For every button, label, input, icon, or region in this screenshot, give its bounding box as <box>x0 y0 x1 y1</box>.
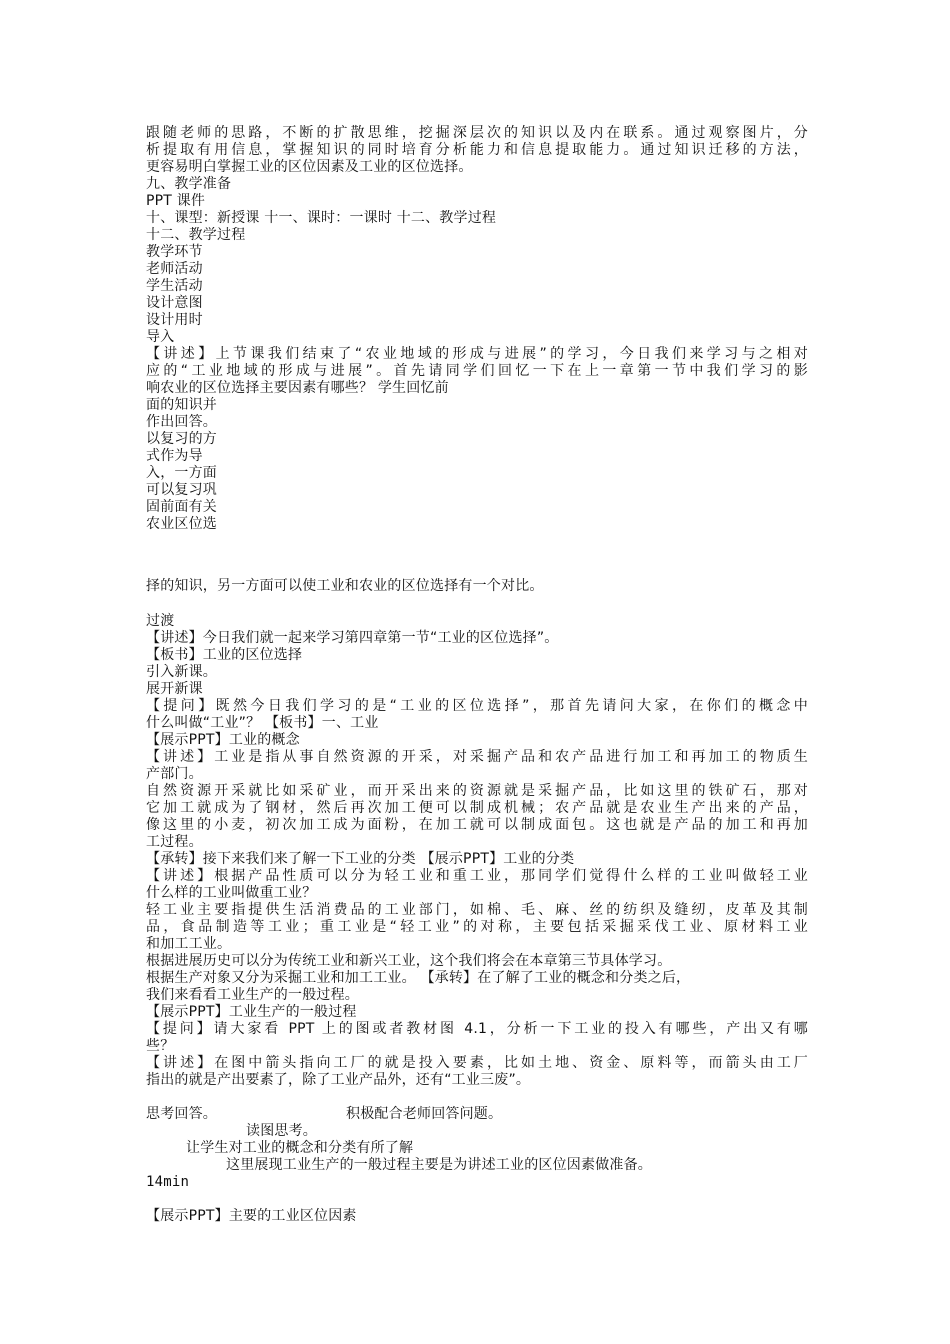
text-line: 择的知识，另一方面可以使工业和农业的区位选择有一个对比。 <box>146 578 544 594</box>
text-line: 更容易明白掌握工业的区位因素及工业的区位选择。 <box>146 159 473 175</box>
text-line: 【展示PPT】工业生产的一般过程 <box>146 1004 357 1020</box>
text-line: 析提取有用信息，掌握知识的同时培育分析能力和信息提取能力。通过知识迁移的方法， <box>146 142 808 158</box>
text-line: 【板书】工业的区位选择 <box>146 647 303 663</box>
text-line: 应的“工业地域的形成与进展”。首先请同学们回忆一下在上一章第一节中我们学习的影 <box>146 363 808 379</box>
design-intent-text: 这里展现工业生产的一般过程主要是为讲述工业的区位因素做准备。 <box>226 1157 652 1173</box>
text-line: 跟随老师的思路，不断的扩散思维，挖掘深层次的知识以及内在联系。通过观察图片，分 <box>146 125 808 141</box>
text-line: 响农业的区位选择主要因素有哪些？ 学生回忆前 <box>146 380 449 396</box>
text-line: 【讲述】今日我们就一起来学习第四章第一节“工业的区位选择”。 <box>146 630 559 646</box>
text-line: 品，食品制造等工业；重工业是“轻工业”的对称，主要包括采掘采伐工业、原材料工业 <box>146 919 808 935</box>
text-line: 指出的就是产出要素了，除了工业产品外，还有“工业三废”。 <box>146 1072 531 1088</box>
table-header-cell: 教学环节 <box>146 244 203 260</box>
table-header-cell: 老师活动 <box>146 261 203 277</box>
section-heading: 九、教学准备 <box>146 176 232 192</box>
student-activity-text: 积极配合老师回答问题。 <box>346 1106 503 1122</box>
text-line: 【提问】既然今日我们学习的是“工业的区位选择”，那首先请问大家，在你们的概念中 <box>146 698 808 714</box>
text-line: 什么叫做“工业”？ 【板书】一、工业 <box>146 715 379 731</box>
text-line: 根据生产对象又分为采掘工业和加工工业。 【承转】在了解了工业的概念和分类之后， <box>146 970 691 986</box>
time-text: 14min <box>146 1174 190 1190</box>
text-line: 什么样的工业叫做重工业？ <box>146 885 317 901</box>
text-line: PPT 课件 <box>146 193 206 209</box>
text-line: 轻工业主要指提供生活消费品的工业部门，如棉、毛、麻、丝的纺织及缝纫，皮革及其制 <box>146 902 808 918</box>
text-line: 和加工工业。 <box>146 936 232 952</box>
text-line: 自然资源开采就比如采矿业，而开采出来的资源就是采掘产品，比如这里的铁矿石，那对 <box>146 783 808 799</box>
text-line: 【讲述】根据产品性质可以分为轻工业和重工业，那同学们觉得什么样的工业叫做轻工业 <box>146 868 808 884</box>
table-header-cell: 设计意图 <box>146 295 203 311</box>
text-line: 像这里的小麦，初次加工成为面粉，在加工就可以制成面包。这也就是产品的加工和再加 <box>146 817 808 833</box>
text-line: 【讲述】上节课我们结束了“农业地域的形成与进展”的学习，今日我们来学习与之相对 <box>146 346 808 362</box>
text-line: 引入新课。 <box>146 664 217 680</box>
text-line: 【讲述】工业是指从事自然资源的开采，对采掘产品和农产品进行加工和再加工的物质生 <box>146 749 808 765</box>
text-line: 根据进展历史可以分为传统工业和新兴工业，这个我们将会在本章第三节具体学习。 <box>146 953 672 969</box>
table-header-cell: 设计用时 <box>146 312 203 328</box>
text-line: 我们来看看工业生产的一般过程。 <box>146 987 359 1003</box>
text-line: 工过程。 <box>146 834 203 850</box>
text-line: 过渡 <box>146 613 175 629</box>
text-line: 些？ <box>146 1038 175 1054</box>
text-line: 它加工就成为了钢材，然后再次加工便可以制成机械；农产品就是农业生产出来的产品， <box>146 800 808 816</box>
text-line: 式作为导 <box>146 448 203 464</box>
text-line: 【展示PPT】工业的概念 <box>146 732 300 748</box>
text-line: 固前面有关 <box>146 499 217 515</box>
design-intent-text: 让学生对工业的概念和分类有所了解 <box>186 1140 414 1156</box>
text-line: 入，一方面 <box>146 465 217 481</box>
text-line: 作出回答。 <box>146 414 217 430</box>
text-line: 展开新课 <box>146 681 203 697</box>
text-line: 【讲述】在图中箭头指向工厂的就是投入要素，比如土地、资金、原料等，而箭头由工厂 <box>146 1055 808 1071</box>
text-line: 农业区位选 <box>146 516 217 532</box>
section-heading: 十二、教学过程 <box>146 227 246 243</box>
text-line: 以复习的方 <box>146 431 217 447</box>
text-line: 【承转】接下来我们来了解一下工业的分类 【展示PPT】工业的分类 <box>146 851 575 867</box>
student-activity-text: 思考回答。 <box>146 1106 217 1122</box>
text-line: 产部门。 <box>146 766 203 782</box>
text-line: 【展示PPT】主要的工业区位因素 <box>146 1208 357 1224</box>
text-line: 导入 <box>146 329 175 345</box>
student-activity-text: 读图思考。 <box>246 1123 317 1139</box>
text-line: 面的知识并 <box>146 397 217 413</box>
text-line: 可以复习巩 <box>146 482 217 498</box>
text-line: 十、课型：新授课 十一、课时：一课时 十二、教学过程 <box>146 210 497 226</box>
text-line: 【提问】请大家看 PPT 上的图或者教材图 4.1，分析一下工业的投入有哪些，产出又有哪 <box>146 1021 808 1037</box>
table-header-cell: 学生活动 <box>146 278 203 294</box>
